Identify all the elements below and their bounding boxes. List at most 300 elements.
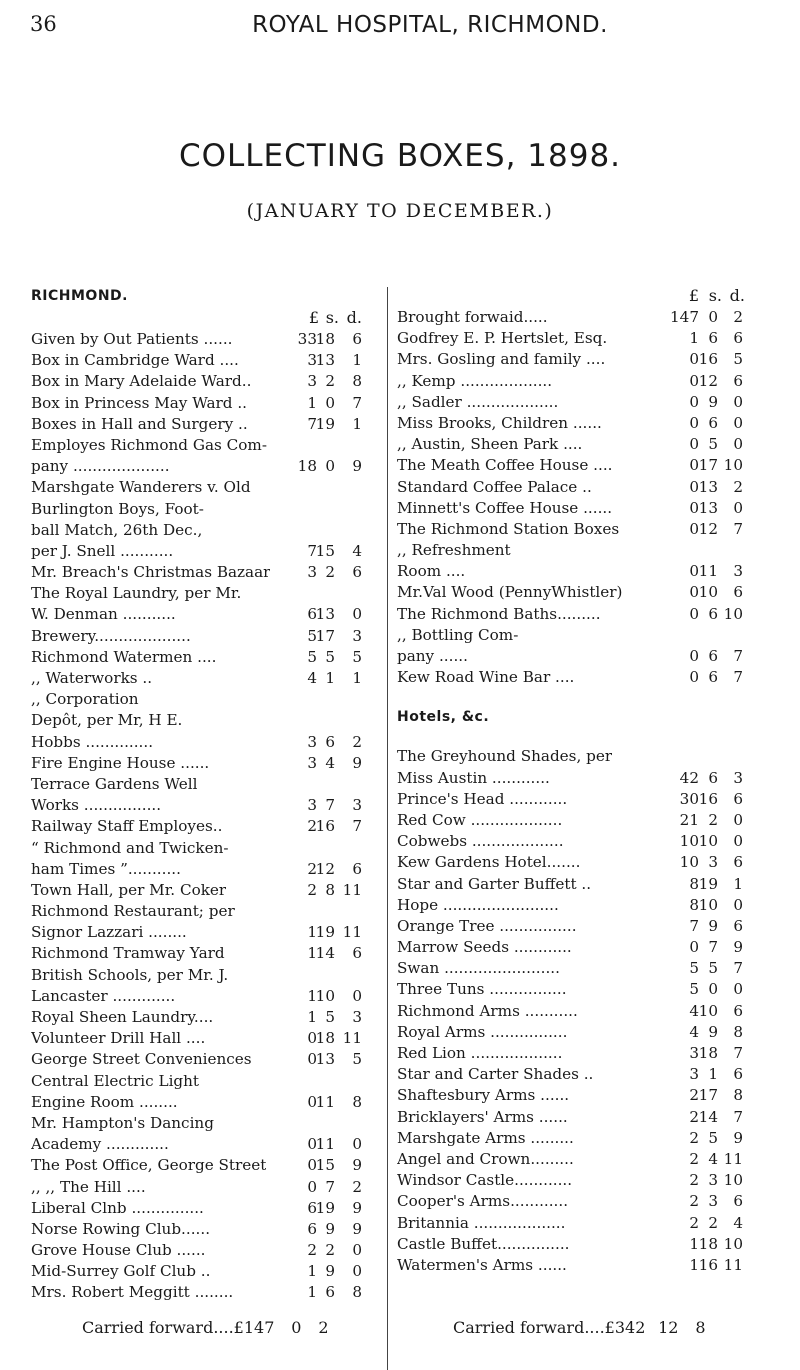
amount-pence: 4 xyxy=(733,1213,743,1232)
amount-pounds: 18 xyxy=(297,457,317,476)
entry-text: ball Match, 26th Dec., xyxy=(31,520,203,539)
entry-text: Prince's Head ............ xyxy=(397,789,568,808)
amount-shillings: 14 xyxy=(698,1107,718,1126)
amount-pence: 0 xyxy=(733,895,743,914)
entry-text: The Post Office, George Street xyxy=(31,1156,267,1175)
entry-text: Railway Staff Employes.. xyxy=(31,817,223,836)
amount-pounds: 2 xyxy=(689,1086,699,1105)
amount-pounds: 2 xyxy=(307,1241,317,1260)
amount-shillings: 10 xyxy=(698,895,718,914)
amount-shillings: 18 xyxy=(315,1029,335,1048)
amount-pounds: 3 xyxy=(307,753,317,772)
amount-shillings: 18 xyxy=(698,1234,718,1253)
amount-shillings: 13 xyxy=(315,1050,335,1069)
amount-pounds: 1 xyxy=(307,1283,317,1302)
entry-line xyxy=(397,1128,777,1149)
entry-text: Three Tuns ................ xyxy=(397,980,567,999)
carried-forward-pence: 8 xyxy=(695,1318,706,1337)
amount-shillings: 12 xyxy=(698,371,718,390)
amount-shillings: 8 xyxy=(325,880,335,899)
amount-pounds: 7 xyxy=(689,916,699,935)
amount-pence: 6 xyxy=(733,583,743,602)
amount-pounds: 0 xyxy=(689,392,699,411)
entry-text: Cooper's Arms............ xyxy=(397,1192,569,1211)
amount-pounds: 5 xyxy=(689,980,699,999)
amount-pounds: 0 xyxy=(689,413,699,432)
entry-line xyxy=(31,732,381,753)
entry-line xyxy=(31,1007,381,1028)
amount-shillings: 16 xyxy=(315,817,335,836)
entry-text: Box in Princess May Ward .. xyxy=(31,393,248,412)
amount-shillings: 1 xyxy=(325,669,335,687)
amount-pounds: 0 xyxy=(689,435,699,454)
amount-pence: 9 xyxy=(352,1198,362,1217)
entry-line xyxy=(397,1107,777,1128)
amount-shillings: 19 xyxy=(315,1198,335,1217)
amount-pence: 9 xyxy=(352,1156,362,1175)
amount-pounds: 1 xyxy=(307,923,317,942)
amount-pence: 7 xyxy=(733,668,743,687)
right-carried-forward xyxy=(453,1318,706,1337)
entry-line xyxy=(31,922,381,943)
entry-line xyxy=(397,1085,777,1106)
amount-pence: 0 xyxy=(733,413,743,432)
entry-text: Angel and Crown......... xyxy=(397,1149,574,1168)
amount-pence: 11 xyxy=(342,923,362,942)
amount-pounds: 0 xyxy=(307,1092,317,1111)
entry-text: Royal Arms ................ xyxy=(397,1022,568,1041)
entry-text: Swan ........................ xyxy=(397,959,560,978)
entry-line xyxy=(397,434,777,455)
currency-header-pounds: £ xyxy=(688,286,699,305)
amount-shillings: 5 xyxy=(708,435,718,454)
amount-pounds: 3 xyxy=(307,372,317,391)
amount-pence: 9 xyxy=(352,753,362,772)
amount-pence: 1 xyxy=(733,874,743,893)
amount-pounds: 30 xyxy=(679,789,699,808)
page-subtitle: (JANUARY TO DECEMBER.) xyxy=(246,200,554,222)
amount-pounds: 42 xyxy=(679,768,699,787)
entry-text: Red Cow ................... xyxy=(397,810,563,829)
section-gap xyxy=(397,688,777,702)
entry-line xyxy=(397,498,777,519)
entry-text: Box in Mary Adelaide Ward.. xyxy=(31,372,252,391)
entry-text: Engine Room ........ xyxy=(31,1092,178,1111)
carried-forward-label: Carried forward....£342 xyxy=(453,1318,646,1337)
left-carried-forward xyxy=(82,1318,329,1337)
entry-line xyxy=(31,435,381,456)
amount-pounds: 6 xyxy=(307,1219,317,1238)
amount-shillings: 10 xyxy=(315,986,335,1005)
amount-shillings: 7 xyxy=(325,796,335,815)
entry-line xyxy=(31,1219,381,1240)
amount-pence: 0 xyxy=(352,1135,362,1154)
amount-pence: 7 xyxy=(733,647,743,665)
amount-pence: 0 xyxy=(352,986,362,1005)
entry-line xyxy=(397,413,777,434)
amount-pounds: 0 xyxy=(689,938,699,957)
amount-shillings: 10 xyxy=(698,583,718,602)
entry-line xyxy=(397,1170,777,1191)
entry-line xyxy=(397,307,777,328)
entry-text: Volunteer Drill Hall .... xyxy=(31,1029,206,1048)
amount-pence: 2 xyxy=(352,1177,362,1196)
entry-text: Norse Rowing Club...... xyxy=(31,1219,211,1238)
entry-text: Fire Engine House ...... xyxy=(31,753,210,772)
amount-pounds: 1 xyxy=(689,1255,699,1274)
currency-header-pounds: £ xyxy=(308,308,319,327)
entry-line xyxy=(397,1255,777,1276)
amount-pence: 0 xyxy=(352,605,362,624)
amount-shillings: 17 xyxy=(315,626,335,645)
amount-pounds: 2 xyxy=(689,1128,699,1147)
amount-shillings: 6 xyxy=(708,768,718,787)
entry-line xyxy=(397,604,777,625)
amount-shillings: 12 xyxy=(698,519,718,538)
amount-pence: 3 xyxy=(733,768,743,787)
entry-text: Room .... xyxy=(397,562,466,581)
amount-pence: 2 xyxy=(733,308,743,326)
amount-shillings: 4 xyxy=(325,753,335,772)
currency-header-shillings: s. xyxy=(708,286,722,305)
amount-pounds: 4 xyxy=(689,1001,699,1020)
entry-text: Miss Austin ............ xyxy=(397,768,550,787)
entry-line xyxy=(397,455,777,476)
amount-shillings: 10 xyxy=(698,1001,718,1020)
amount-pence: 11 xyxy=(723,1255,743,1274)
amount-pence: 11 xyxy=(723,1149,743,1168)
amount-shillings: 6 xyxy=(708,329,718,348)
amount-shillings: 16 xyxy=(698,789,718,808)
entry-line xyxy=(31,1240,381,1261)
amount-pounds: 0 xyxy=(307,1029,317,1048)
entry-line xyxy=(397,1191,777,1212)
amount-pence: 10 xyxy=(723,1234,743,1253)
entry-line xyxy=(397,328,777,349)
amount-shillings: 6 xyxy=(708,413,718,432)
currency-header-pence: d. xyxy=(729,286,745,305)
amount-pounds: 4 xyxy=(689,1022,699,1041)
amount-pence: 7 xyxy=(733,959,743,978)
entry-line xyxy=(397,958,777,979)
amount-shillings: 18 xyxy=(698,1044,718,1062)
entry-text: ,, Corporation xyxy=(31,690,139,709)
entry-text: Mrs. Robert Meggitt ........ xyxy=(31,1283,234,1302)
amount-shillings: 6 xyxy=(708,647,718,665)
amount-shillings: 3 xyxy=(708,1192,718,1211)
amount-shillings: 16 xyxy=(698,1255,718,1274)
amount-pence: 4 xyxy=(352,541,362,560)
amount-shillings: 9 xyxy=(708,1022,718,1041)
currency-header-shillings: s. xyxy=(325,308,339,327)
amount-pounds: 7 xyxy=(307,541,317,560)
amount-shillings: 6 xyxy=(708,604,718,623)
amount-pence: 0 xyxy=(733,435,743,454)
entry-line xyxy=(31,1282,381,1303)
entry-line xyxy=(31,1071,381,1092)
amount-pence: 11 xyxy=(342,880,362,899)
entry-text: Windsor Castle............ xyxy=(397,1171,573,1190)
amount-shillings: 7 xyxy=(325,1177,335,1196)
amount-pounds: 0 xyxy=(689,647,699,665)
entry-text: Hobbs .............. xyxy=(31,732,154,751)
entry-line xyxy=(31,1261,381,1282)
amount-pence: 3 xyxy=(352,1008,362,1026)
entry-line xyxy=(397,349,777,370)
amount-shillings: 5 xyxy=(325,647,335,666)
amount-pence: 5 xyxy=(352,1050,362,1069)
entry-text: Richmond Tramway Yard xyxy=(31,944,225,963)
entry-line xyxy=(31,859,381,880)
amount-pence: 6 xyxy=(733,1065,743,1084)
entry-line xyxy=(397,852,777,873)
section-gap xyxy=(397,732,777,746)
entry-line xyxy=(397,979,777,1000)
entry-text: Hope ........................ xyxy=(397,895,559,914)
entry-text: Brought forwaid..... xyxy=(397,308,548,326)
entry-line xyxy=(31,1155,381,1176)
entry-line xyxy=(397,646,777,667)
entry-line xyxy=(397,561,777,582)
entry-text: The Royal Laundry, per Mr. xyxy=(31,584,242,603)
carried-forward-shillings: 0 xyxy=(291,1318,302,1337)
amount-pounds: 3 xyxy=(307,351,317,370)
entry-line xyxy=(397,810,777,831)
amount-pounds: 3 xyxy=(689,1065,699,1084)
entry-line xyxy=(31,477,381,498)
entry-text: British Schools, per Mr. J. xyxy=(31,965,229,984)
entry-text: Watermen's Arms ...... xyxy=(397,1255,567,1274)
entry-text: The Meath Coffee House .... xyxy=(397,456,613,475)
entry-text: Mr. Hampton's Dancing xyxy=(31,1113,214,1132)
entry-text: Cobwebs ................... xyxy=(397,832,564,851)
entry-line xyxy=(397,874,777,895)
entry-line xyxy=(31,583,381,604)
entry-line xyxy=(31,880,381,901)
amount-shillings: 19 xyxy=(698,874,718,893)
amount-pounds: 0 xyxy=(689,668,699,687)
entry-line xyxy=(397,540,777,561)
entry-text: Works ................ xyxy=(31,796,162,815)
amount-pounds: 0 xyxy=(307,1156,317,1175)
entry-line xyxy=(397,831,777,852)
amount-pounds: 0 xyxy=(689,519,699,538)
amount-pounds: 10 xyxy=(679,853,699,872)
amount-pence: 9 xyxy=(733,938,743,957)
amount-pence: 7 xyxy=(733,519,743,538)
entry-line xyxy=(31,838,381,859)
amount-shillings: 9 xyxy=(708,392,718,411)
amount-shillings: 3 xyxy=(708,853,718,872)
entry-line xyxy=(31,499,381,520)
entry-line xyxy=(397,746,777,767)
amount-shillings: 6 xyxy=(325,732,335,751)
entry-text: Minnett's Coffee House ...... xyxy=(397,498,613,517)
entry-line xyxy=(31,753,381,774)
entry-line xyxy=(31,626,381,647)
amount-pounds: 1 xyxy=(307,393,317,412)
amount-pence: 6 xyxy=(352,859,362,878)
amount-pence: 6 xyxy=(733,789,743,808)
entry-text: pany ...... xyxy=(397,647,468,665)
amount-pounds: 0 xyxy=(689,583,699,602)
amount-shillings: 19 xyxy=(315,414,335,433)
entry-text: Godfrey E. P. Hertslet, Esq. xyxy=(397,329,608,348)
entry-text: Orange Tree ................ xyxy=(397,916,577,935)
entry-text: ,, Waterworks .. xyxy=(31,669,153,687)
entry-text: Boxes in Hall and Surgery .. xyxy=(31,414,248,433)
running-header xyxy=(30,12,770,52)
amount-shillings: 11 xyxy=(315,1135,335,1154)
entry-text: Castle Buffet............... xyxy=(397,1234,570,1253)
amount-pence: 7 xyxy=(733,1044,743,1062)
amount-pence: 8 xyxy=(352,1283,362,1302)
entry-text: Richmond Restaurant; per xyxy=(31,902,235,921)
amount-pounds: 2 xyxy=(689,1192,699,1211)
amount-shillings: 9 xyxy=(325,1219,335,1238)
amount-pounds: 0 xyxy=(689,498,699,517)
amount-pounds: 1 xyxy=(307,944,317,963)
entry-text: Academy ............. xyxy=(31,1135,169,1154)
amount-shillings: 6 xyxy=(708,668,718,687)
amount-pounds: 1 xyxy=(307,986,317,1005)
entry-text: ,, Refreshment xyxy=(397,541,511,560)
amount-shillings: 0 xyxy=(708,980,718,999)
amount-shillings: 2 xyxy=(325,563,335,582)
amount-shillings: 17 xyxy=(698,456,718,475)
amount-shillings: 13 xyxy=(698,477,718,496)
amount-pence: 7 xyxy=(733,1107,743,1126)
amount-pence: 0 xyxy=(733,810,743,829)
amount-pounds: 0 xyxy=(689,456,699,475)
amount-pence: 6 xyxy=(352,563,362,582)
amount-pence: 9 xyxy=(352,457,362,476)
page-title: COLLECTING BOXES, 1898. xyxy=(178,138,622,174)
amount-pence: 6 xyxy=(733,916,743,935)
currency-header xyxy=(31,307,381,329)
amount-pounds: 21 xyxy=(679,810,699,829)
amount-pounds: 3 xyxy=(689,1044,699,1062)
entry-line xyxy=(31,647,381,668)
left-column xyxy=(31,285,381,1304)
entry-line xyxy=(31,414,381,435)
entry-text: Kew Road Wine Bar .... xyxy=(397,668,575,687)
amount-pounds: 5 xyxy=(307,626,317,645)
amount-pence: 6 xyxy=(733,853,743,872)
amount-pounds: 10 xyxy=(679,832,699,851)
carried-forward-label: Carried forward....£147 xyxy=(82,1318,275,1337)
entry-text: Marshgate Wanderers v. Old xyxy=(31,478,251,497)
entry-text: Mid-Surrey Golf Club .. xyxy=(31,1262,211,1281)
column-divider xyxy=(387,287,388,1370)
amount-shillings: 2 xyxy=(325,372,335,391)
amount-pounds: 0 xyxy=(689,350,699,369)
amount-pounds: 3 xyxy=(307,563,317,582)
entry-line xyxy=(31,774,381,795)
amount-shillings: 18 xyxy=(315,330,335,348)
entry-line xyxy=(31,456,381,477)
entry-line xyxy=(31,901,381,922)
amount-shillings: 2 xyxy=(708,810,718,829)
amount-shillings: 13 xyxy=(698,498,718,517)
entry-text: pany .................... xyxy=(31,457,170,476)
amount-pence: 1 xyxy=(352,351,362,370)
entry-text: The Greyhound Shades, per xyxy=(397,747,613,766)
entry-line xyxy=(31,1113,381,1134)
entry-line xyxy=(31,604,381,625)
entry-text: Royal Sheen Laundry.... xyxy=(31,1008,214,1026)
amount-shillings: 3 xyxy=(708,1171,718,1190)
entry-text: ,, Sadler ................... xyxy=(397,392,559,411)
amount-pence: 9 xyxy=(733,1128,743,1147)
amount-shillings: 5 xyxy=(708,959,718,978)
amount-pence: 6 xyxy=(733,1001,743,1020)
amount-pence: 2 xyxy=(352,732,362,751)
amount-pounds: 2 xyxy=(689,1149,699,1168)
amount-shillings: 6 xyxy=(325,1283,335,1302)
entry-line xyxy=(31,1177,381,1198)
amount-pounds: 2 xyxy=(307,859,317,878)
amount-pounds: 3 xyxy=(307,796,317,815)
currency-header-pence: d. xyxy=(346,308,362,327)
section-heading-richmond: RICHMOND. xyxy=(31,288,128,304)
entry-text: Britannia ................... xyxy=(397,1213,566,1232)
entry-line xyxy=(397,1064,777,1085)
entry-line xyxy=(31,541,381,562)
amount-pence: 10 xyxy=(723,604,743,623)
entry-line xyxy=(397,1001,777,1022)
entry-text: Burlington Boys, Foot- xyxy=(31,499,204,518)
amount-shillings: 4 xyxy=(708,1149,718,1168)
amount-pence: 8 xyxy=(733,1022,743,1041)
entry-line xyxy=(31,668,381,689)
amount-pounds: 2 xyxy=(689,1107,699,1126)
amount-shillings: 13 xyxy=(315,351,335,370)
entry-line xyxy=(397,1213,777,1234)
amount-pounds: 33 xyxy=(297,330,317,348)
entry-text: Brewery.................... xyxy=(31,626,191,645)
entry-line xyxy=(397,519,777,540)
amount-pence: 8 xyxy=(352,372,362,391)
entry-text: Shaftesbury Arms ...... xyxy=(397,1086,570,1105)
right-column xyxy=(397,285,777,1276)
entry-text: The Richmond Station Boxes xyxy=(397,519,620,538)
amount-pence: 0 xyxy=(733,980,743,999)
entry-text: W. Denman ........... xyxy=(31,605,176,624)
amount-pounds: 5 xyxy=(689,959,699,978)
entry-text: per J. Snell ........... xyxy=(31,541,174,560)
amount-pence: 6 xyxy=(733,1192,743,1211)
entry-line xyxy=(31,1134,381,1155)
entry-text: Mrs. Gosling and family .... xyxy=(397,350,606,369)
entry-text: George Street Conveniences xyxy=(31,1050,252,1069)
entry-line xyxy=(31,795,381,816)
amount-pounds: 1 xyxy=(307,1008,317,1026)
amount-shillings: 7 xyxy=(708,938,718,957)
entry-line xyxy=(31,816,381,837)
entry-line xyxy=(397,477,777,498)
amount-pounds: 6 xyxy=(307,1198,317,1217)
amount-shillings: 1 xyxy=(708,1065,718,1084)
amount-pence: 8 xyxy=(733,1086,743,1105)
amount-shillings: 0 xyxy=(325,393,335,412)
amount-pence: 10 xyxy=(723,1171,743,1190)
amount-pence: 7 xyxy=(352,393,362,412)
entry-line xyxy=(31,1092,381,1113)
amount-pounds: 1 xyxy=(689,1234,699,1253)
entry-line xyxy=(397,392,777,413)
amount-pounds: 0 xyxy=(307,1050,317,1069)
